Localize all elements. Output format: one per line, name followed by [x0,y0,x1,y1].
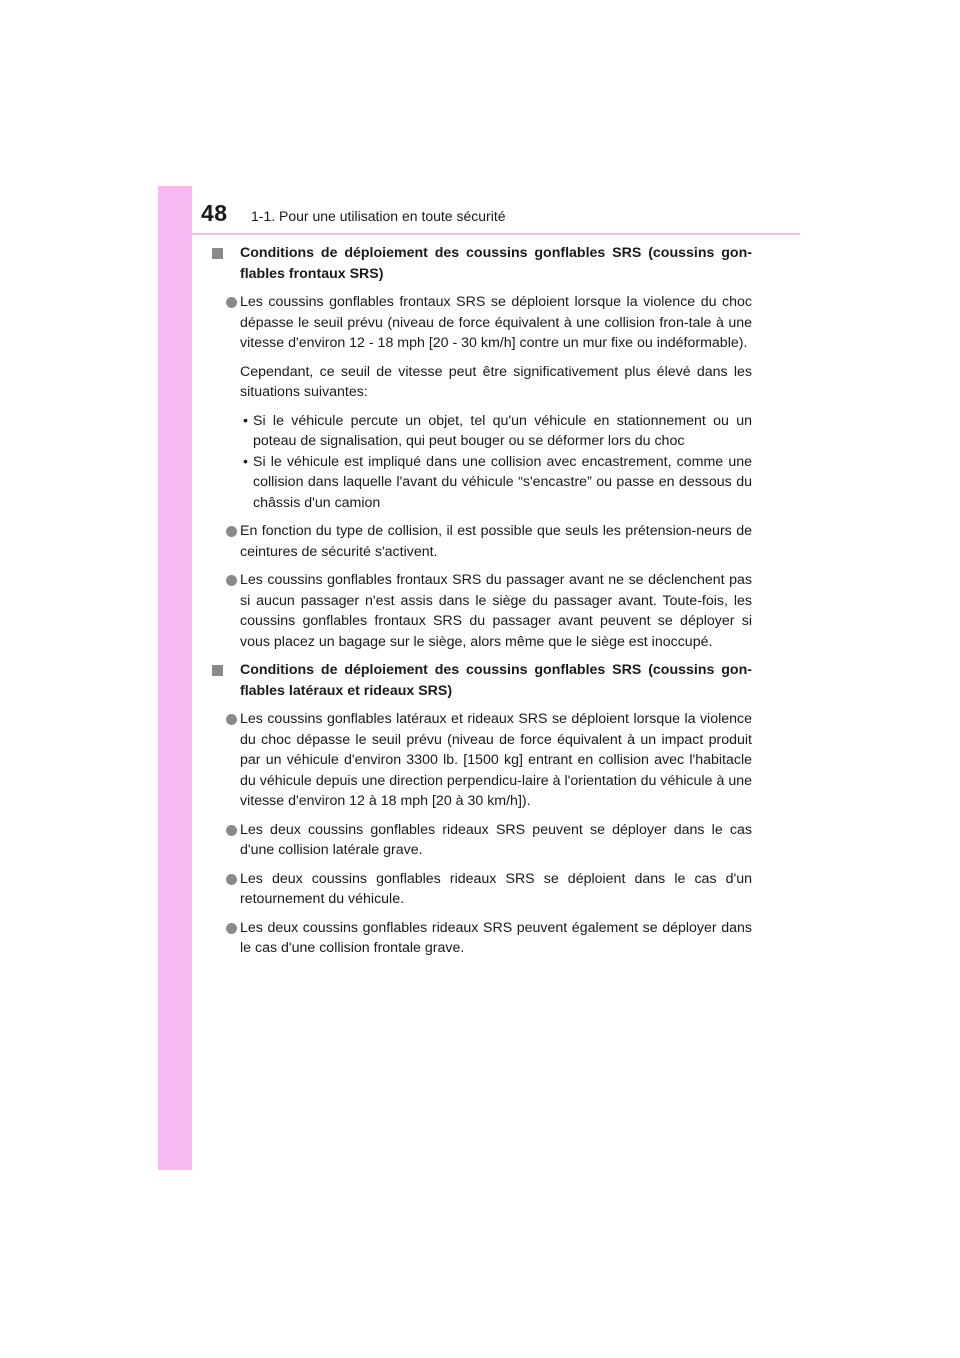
list-item [212,521,752,562]
sub-list-item [212,452,752,514]
list-item [212,709,752,812]
list-item [212,918,752,959]
circle-bullet-icon [226,575,237,586]
square-bullet-icon [212,665,223,676]
paragraph: Cependant, ce seuil de vitesse peut être significativement plus élevé dans les situations suivantes: [240,363,752,400]
list-item-text: Les deux coussins gonflables rideaux SRS se déploient dans le cas d'un retournement du véhicule. [240,870,752,907]
circle-bullet-icon [226,297,237,308]
sub-list-item [212,411,752,452]
circle-bullet-icon [226,874,237,885]
circle-bullet-icon [226,923,237,934]
list-item [212,869,752,910]
chapter-side-tab [158,186,192,1170]
dot-marker: • [243,453,248,470]
section-title: 1-1. Pour une utilisation en toute sécurité [251,208,506,224]
list-item [212,292,752,354]
square-bullet-icon [212,248,223,259]
list-item-text: En fonction du type de collision, il est possible que seuls les prétension-neurs de ceintures de sécurité s'activent. [240,523,752,560]
section-heading-text: Conditions de déploiement des coussins gonflables SRS (coussins gon-flables latéraux et rideaux SRS) [240,662,752,699]
section-heading-text: Conditions de déploiement des coussins gonflables SRS (coussins gon-flables frontaux SRS) [240,245,752,282]
list-item-text: Les deux coussins gonflables rideaux SRS peuvent se déployer dans le cas d'une collision latérale grave. [240,821,752,858]
page-content [212,243,752,967]
header-divider [192,233,800,235]
page-number: 48 [201,200,228,226]
sub-list-item-text: Si le véhicule percute un objet, tel qu'un véhicule en stationnement ou un poteau de signalisation, qui peut bouger ou se déformer lors du choc [253,412,752,449]
section-heading-side-curtain [212,660,752,701]
circle-bullet-icon [226,825,237,836]
dot-marker: • [243,412,248,429]
list-item-text: Les coussins gonflables frontaux SRS se déploient lorsque la violence du choc dépasse le seuil prévu (niveau de force équivalent à une collision fron-tale à une vitesse d'environ 12 - 18 mph [20 - 30 km/h] contre un mur fixe ou indéformable). [240,294,752,351]
circle-bullet-icon [226,714,237,725]
list-item-text: Les deux coussins gonflables rideaux SRS peuvent également se déployer dans le cas d'une collision frontale grave. [240,919,752,956]
list-item [212,820,752,861]
sub-list-item-text: Si le véhicule est impliqué dans une collision avec encastrement, comme une collision dans laquelle l'avant du véhicule “s'encastre” ou passe en dessous du châssis d'un camion [253,453,752,511]
sub-list [212,411,752,514]
list-item [212,570,752,652]
list-item-text: Les coussins gonflables latéraux et rideaux SRS se déploient lorsque la violence du choc dépasse le seuil prévu (niveau de force équivalent à un impact produit par un véhicule d'environ 3300 lb. [1500 kg] entrant en collision avec l'habitacle du véhicule depuis une direction perpendicu-laire à l'orientation du véhicule à une vitesse d'environ 12 à 18 mph [20 à 30 km/h]). [240,711,752,809]
section-heading-frontal [212,243,752,284]
circle-bullet-icon [226,526,237,537]
list-item-text: Les coussins gonflables frontaux SRS du passager avant ne se déclenchent pas si aucun passager n'est assis dans le siège du passager avant. Toute-fois, les coussins gonflables frontaux SRS du passager avant peuvent se déployer si vous placez un bagage sur le siège, alors même que le siège est inoccupé. [240,572,752,650]
